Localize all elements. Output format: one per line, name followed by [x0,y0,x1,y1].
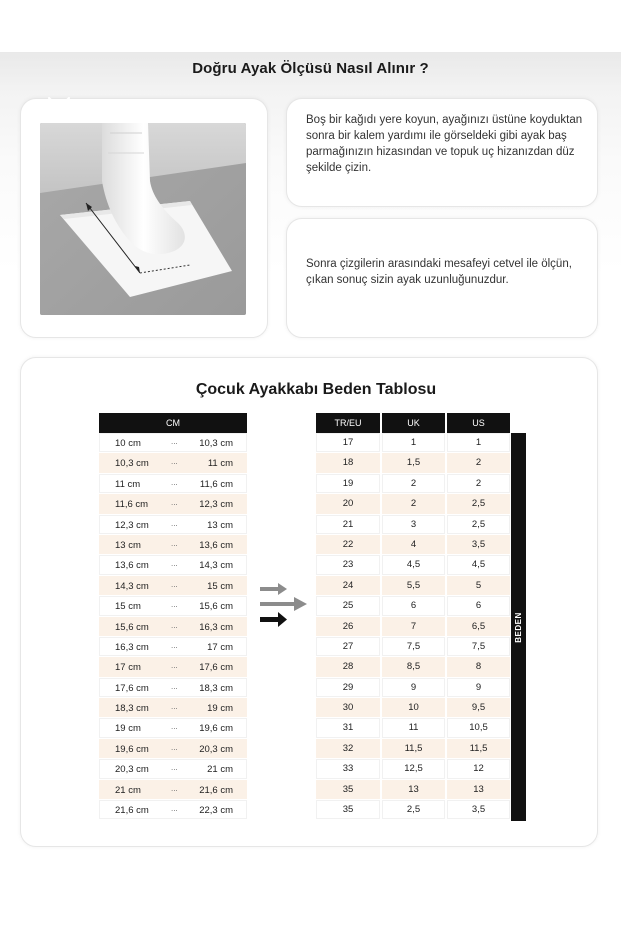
arrow-right-icon [258,580,310,630]
cm-from: 13 cm [115,539,141,551]
cm-to: 17,6 cm [199,662,233,674]
tr-eu-cell: 28 [316,657,380,677]
us-cell: 3,5 [447,800,510,820]
size-row [316,494,510,514]
cm-from: 16,3 cm [115,641,149,653]
us-cell: 7,5 [447,637,510,657]
cm-separator: ... [171,457,178,467]
uk-cell: 13 [382,780,445,800]
beden-label-wrap [511,433,526,821]
cm-to: 11 cm [207,458,233,470]
uk-cell: 5,5 [382,576,445,596]
cm-row [99,698,247,718]
us-cell: 6 [447,596,510,616]
uk-cell: 2 [382,474,445,494]
cm-row [99,780,247,800]
cm-separator: ... [171,783,178,793]
cm-from: 17,6 cm [115,682,149,694]
cm-to: 19 cm [207,703,233,715]
us-cell: 12 [447,759,510,779]
tr-eu-cell: 30 [316,698,380,718]
beden-label: BEDEN [514,611,524,643]
cm-from: 13,6 cm [115,560,149,572]
uk-cell: 3 [382,515,445,535]
cm-to: 22,3 cm [199,805,233,817]
cm-separator: ... [171,661,178,671]
cm-separator: ... [171,559,178,569]
cm-separator: ... [171,477,178,487]
cm-separator: ... [171,742,178,752]
cm-separator: ... [171,498,178,508]
tr-eu-cell: 32 [316,739,380,759]
cm-row [99,739,247,759]
cm-row [99,759,247,779]
close-icon[interactable] [46,95,72,121]
cm-from: 20,3 cm [115,764,149,776]
size-row [316,759,510,779]
cm-row [99,433,247,453]
tr-eu-cell: 18 [316,453,380,473]
size-chart-title: Çocuk Ayakkabı Beden Tablosu [195,381,437,398]
cm-row [99,515,247,535]
cm-separator: ... [171,600,178,610]
cm-separator: ... [171,804,178,814]
cm-to: 13,6 cm [199,539,233,551]
tr-eu-cell: 29 [316,678,380,698]
tr-eu-cell: 22 [316,535,380,555]
cm-from: 12,3 cm [115,519,149,531]
uk-cell: 2 [382,494,445,514]
size-row [316,718,510,738]
us-cell: 1 [447,433,510,453]
us-cell: 8 [447,657,510,677]
cm-separator: ... [171,702,178,712]
uk-cell: 7 [382,617,445,637]
cm-row [99,453,247,473]
cm-row [99,617,247,637]
cm-from: 10,3 cm [115,458,149,470]
cm-to: 17 cm [207,641,233,653]
size-row [316,535,510,555]
cm-to: 10,3 cm [199,438,233,449]
cm-row [99,474,247,494]
us-cell: 11,5 [447,739,510,759]
us-cell: 9 [447,678,510,698]
cm-separator: ... [171,437,178,446]
size-row [316,617,510,637]
size-row [316,678,510,698]
cm-separator: ... [171,681,178,691]
cm-row [99,800,247,820]
us-cell: 2 [447,453,510,473]
us-cell: 2,5 [447,515,510,535]
tr-eu-cell: 27 [316,637,380,657]
cm-from: 19,6 cm [115,743,149,755]
cm-to: 15,6 cm [199,601,233,613]
cm-row [99,535,247,555]
us-cell: 9,5 [447,698,510,718]
cm-row [99,576,247,596]
tr-eu-cell: 33 [316,759,380,779]
uk-cell: 9 [382,678,445,698]
uk-cell: 4,5 [382,555,445,575]
cm-separator: ... [171,579,178,589]
size-row [316,515,510,535]
cm-separator: ... [171,763,178,773]
uk-cell: 10 [382,698,445,718]
cm-from: 19 cm [115,723,141,735]
cm-from: 15,6 cm [115,621,149,633]
tr-eu-cell: 17 [316,433,380,453]
cm-from: 11 cm [115,478,141,490]
size-row [316,800,510,820]
cm-row [99,596,247,616]
size-row [316,453,510,473]
us-cell: 5 [447,576,510,596]
tr-eu-cell: 19 [316,474,380,494]
tr-eu-cell: 23 [316,555,380,575]
us-cell: 13 [447,780,510,800]
uk-cell: 7,5 [382,637,445,657]
cm-from: 10 cm [115,438,141,449]
cm-table [99,413,247,820]
size-row [316,474,510,494]
cm-to: 21,6 cm [199,784,233,796]
size-row [316,698,510,718]
header-uk: UK [382,413,445,433]
cm-row [99,555,247,575]
us-cell: 6,5 [447,617,510,637]
cm-to: 19,6 cm [199,723,233,735]
cm-to: 21 cm [207,764,233,776]
cm-from: 11,6 cm [115,499,149,511]
size-row [316,555,510,575]
header-tr-eu: TR/EU [316,413,380,433]
cm-to: 20,3 cm [199,743,233,755]
uk-cell: 11,5 [382,739,445,759]
us-cell: 10,5 [447,718,510,738]
cm-separator: ... [171,518,178,528]
cm-to: 14,3 cm [199,560,233,572]
uk-cell: 1 [382,433,445,453]
size-row [316,596,510,616]
uk-cell: 6 [382,596,445,616]
us-cell: 2 [447,474,510,494]
tr-eu-cell: 25 [316,596,380,616]
cm-row [99,637,247,657]
cm-row [99,494,247,514]
size-row [316,576,510,596]
cm-row [99,678,247,698]
uk-cell: 1,5 [382,453,445,473]
size-header [316,413,510,433]
cm-row [99,718,247,738]
cm-separator: ... [171,640,178,650]
cm-from: 15 cm [115,601,141,613]
page-title: Doğru Ayak Ölçüsü Nasıl Alınır ? [192,60,429,77]
cm-separator: ... [171,538,178,548]
cm-separator: ... [171,722,178,732]
tr-eu-cell: 35 [316,800,380,820]
cm-to: 12,3 cm [199,499,233,511]
size-row [316,637,510,657]
us-cell: 3,5 [447,535,510,555]
us-cell: 2,5 [447,494,510,514]
cm-from: 21 cm [115,784,141,796]
cm-to: 18,3 cm [199,682,233,694]
cm-from: 18,3 cm [115,703,149,715]
uk-cell: 8,5 [382,657,445,677]
cm-separator: ... [171,620,178,630]
cm-to: 15 cm [207,580,233,592]
instruction-step-2: Sonra çizgilerin arasındaki mesafeyi cetvel ile ölçün, çıkan sonuç sizin ayak uzunluğunuzdur. [306,258,572,286]
cm-row [99,657,247,677]
uk-cell: 12,5 [382,759,445,779]
cm-header: CM [99,413,247,433]
tr-eu-cell: 21 [316,515,380,535]
size-row [316,657,510,677]
header-us: US [447,413,510,433]
instruction-step-1: Boş bir kağıdı yere koyun, ayağınızı üstüne koyduktan sonra bir kalem yardımı ile görseldeki gibi ayak baş parmağınızın hizasından ve topuk uç hizanızdan düz şekilde çizin. [306,114,583,174]
uk-cell: 2,5 [382,800,445,820]
cm-from: 21,6 cm [115,805,149,817]
size-table [316,413,510,820]
size-row [316,780,510,800]
cm-to: 16,3 cm [199,621,233,633]
cm-from: 14,3 cm [115,580,149,592]
uk-cell: 11 [382,718,445,738]
tr-eu-cell: 26 [316,617,380,637]
tr-eu-cell: 31 [316,718,380,738]
tr-eu-cell: 24 [316,576,380,596]
foot-measure-photo [40,123,246,315]
size-row [316,739,510,759]
cm-from: 17 cm [115,662,141,674]
uk-cell: 4 [382,535,445,555]
tr-eu-cell: 35 [316,780,380,800]
tr-eu-cell: 20 [316,494,380,514]
us-cell: 4,5 [447,555,510,575]
cm-to: 11,6 cm [199,478,233,490]
cm-to: 13 cm [207,519,233,531]
size-row [316,433,510,453]
